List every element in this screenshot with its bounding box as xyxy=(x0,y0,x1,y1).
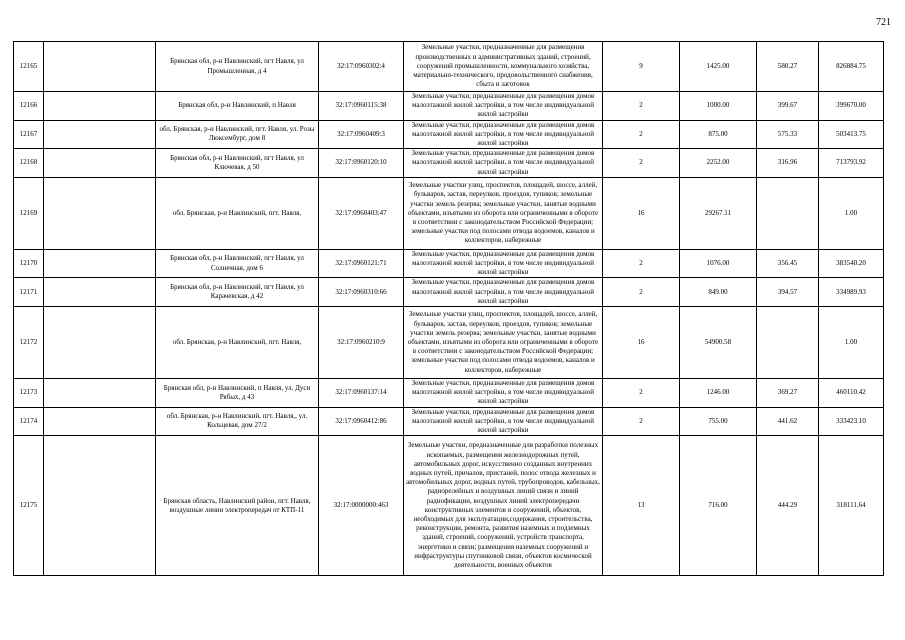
cell-land-use: Земельные участки, предназначенные для размещения производственных и административных зданий, строений, сооружений промышленности, коммунального хозяйства, материально-технического, продовольственного снабжения, сбыта и заготовок xyxy=(404,42,603,92)
cell-rate: 575.33 xyxy=(757,120,819,149)
cell-rate: 356.45 xyxy=(757,249,819,278)
cell-land-use: Земельные участки, предназначенные для размещения домов малоэтажной жилой застройки, в том числе индивидуальной жилой застройки xyxy=(404,149,603,178)
cell-blank xyxy=(44,149,156,178)
cell-cadastral: 32:17:0960137:14 xyxy=(319,379,404,408)
cell-blank xyxy=(44,249,156,278)
cell-blank xyxy=(44,307,156,379)
cell-cadastral: 32:17:0960412:86 xyxy=(319,407,404,436)
cell-cadastral: 32:17:0960302:4 xyxy=(319,42,404,92)
table-row xyxy=(14,407,884,436)
cell-address: Брянская обл, р-н Навлинский, пгт Навля, ул Солнечная, дом 6 xyxy=(156,249,319,278)
cell-blank xyxy=(44,177,156,249)
cell-cadastral: 32:17:0000000:463 xyxy=(319,436,404,576)
cell-address: Брянская обл, р-н Навлинский, п Навля, ул. Дуси Рябых, д 43 xyxy=(156,379,319,408)
cell-blank xyxy=(44,278,156,307)
cell-address: обл. Брянская, р-н Навлинский, пгт. Навля, ул. Розы Люксембург, дом 8 xyxy=(156,120,319,149)
table-row xyxy=(14,379,884,408)
cell-blank xyxy=(44,92,156,121)
cell-id: 12167 xyxy=(14,120,44,149)
cell-address: обл. Брянская, р-н Навлинский, пгт. Навля, xyxy=(156,307,319,379)
cell-rate: 369.27 xyxy=(757,379,819,408)
table-row xyxy=(14,120,884,149)
cell-cadastral: 32:17:0960115:38 xyxy=(319,92,404,121)
cell-land-use: Земельные участки, предназначенные для размещения домов малоэтажной жилой застройки, в том числе индивидуальной жилой застройки xyxy=(404,379,603,408)
cell-group: 2 xyxy=(603,249,680,278)
cell-cadastral: 32:17:0960310:66 xyxy=(319,278,404,307)
cell-group: 16 xyxy=(603,177,680,249)
table-row xyxy=(14,92,884,121)
cell-blank xyxy=(44,436,156,576)
cell-group: 2 xyxy=(603,149,680,178)
cell-group: 9 xyxy=(603,42,680,92)
cell-id: 12173 xyxy=(14,379,44,408)
cell-rate: 394.57 xyxy=(757,278,819,307)
cell-cadastral: 32:17:0960120:10 xyxy=(319,149,404,178)
cell-address: Брянская обл, р-н Навлинский, пгт Навля, ул Ключевая, д 50 xyxy=(156,149,319,178)
table-row xyxy=(14,249,884,278)
cell-area: 1246.00 xyxy=(680,379,757,408)
cell-rate: 399.67 xyxy=(757,92,819,121)
cell-group: 2 xyxy=(603,92,680,121)
cell-cadastral: 32:17:0960403:47 xyxy=(319,177,404,249)
cell-land-use: Земельные участки, предназначенные для размещения домов малоэтажной жилой застройки, в том числе индивидуальной жилой застройки xyxy=(404,407,603,436)
cell-land-use: Земельные участки улиц, проспектов, площадей, шоссе, аллей, бульваров, застав, переулков, проездов, тупиков; земельные участки земель резерва; земельные участки, занятые водными объектами, изъятыми из оборота или ограниченными в обороте в соответствии с законодательством Российской Федерации; земельные участки под полосами отвода водоемов, каналов и коллекторов, набережные xyxy=(404,307,603,379)
cell-address: обл. Брянская, р-н Навлинский, пгт. Навля,, ул. Кольцевая, дом 27/2 xyxy=(156,407,319,436)
cell-land-use: Земельные участки, предназначенные для размещения домов малоэтажной жилой застройки, в том числе индивидуальной жилой застройки xyxy=(404,278,603,307)
cell-area: 29267.11 xyxy=(680,177,757,249)
table-row xyxy=(14,177,884,249)
cell-id: 12174 xyxy=(14,407,44,436)
cell-id: 12169 xyxy=(14,177,44,249)
page-number: 721 xyxy=(876,17,891,28)
cell-value: 1.00 xyxy=(819,177,884,249)
cell-value: 460110.42 xyxy=(819,379,884,408)
cell-area: 849.00 xyxy=(680,278,757,307)
cell-group: 13 xyxy=(603,436,680,576)
cell-value: 1.00 xyxy=(819,307,884,379)
cell-rate: 316.96 xyxy=(757,149,819,178)
cell-id: 12168 xyxy=(14,149,44,178)
cell-address: обл. Брянская, р-н Навлинский, пгт. Навля, xyxy=(156,177,319,249)
cell-value: 399670.00 xyxy=(819,92,884,121)
cell-id: 12165 xyxy=(14,42,44,92)
cell-group: 2 xyxy=(603,379,680,408)
cell-id: 12170 xyxy=(14,249,44,278)
cell-area: 716.00 xyxy=(680,436,757,576)
cell-area: 755.00 xyxy=(680,407,757,436)
cell-rate: 444.29 xyxy=(757,436,819,576)
cell-address: Брянская обл, р-н Навлинский, п Навля xyxy=(156,92,319,121)
cell-rate: 441.62 xyxy=(757,407,819,436)
cell-blank xyxy=(44,120,156,149)
cell-value: 383540.20 xyxy=(819,249,884,278)
table-row xyxy=(14,278,884,307)
cell-group: 16 xyxy=(603,307,680,379)
cell-group: 2 xyxy=(603,407,680,436)
cell-rate xyxy=(757,307,819,379)
cell-value: 503413.75 xyxy=(819,120,884,149)
cell-value: 826884.75 xyxy=(819,42,884,92)
cell-value: 713793.92 xyxy=(819,149,884,178)
table-row xyxy=(14,42,884,92)
cell-area: 875.00 xyxy=(680,120,757,149)
table-row xyxy=(14,436,884,576)
registry-body xyxy=(14,42,884,576)
cell-address: Брянская обл, р-н Навлинский, пгт Навля, ул Промышленная, д 4 xyxy=(156,42,319,92)
cell-cadastral: 32:17:0960409:3 xyxy=(319,120,404,149)
cell-group: 2 xyxy=(603,120,680,149)
cell-value: 333423.10 xyxy=(819,407,884,436)
cell-cadastral: 32:17:0960210:9 xyxy=(319,307,404,379)
cell-blank xyxy=(44,407,156,436)
land-registry-table xyxy=(13,41,884,576)
cell-rate xyxy=(757,177,819,249)
cell-area: 2252.00 xyxy=(680,149,757,178)
cell-land-use: Земельные участки, предназначенные для размещения домов малоэтажной жилой застройки, в том числе индивидуальной жилой застройки xyxy=(404,92,603,121)
cell-land-use: Земельные участки, предназначенные для размещения домов малоэтажной жилой застройки, в том числе индивидуальной жилой застройки xyxy=(404,120,603,149)
cell-blank xyxy=(44,379,156,408)
cell-rate: 580.27 xyxy=(757,42,819,92)
cell-address: Брянская область, Навлинский район, пгт. Навля, воздушные линии электропередач от КТП-11 xyxy=(156,436,319,576)
cell-id: 12172 xyxy=(14,307,44,379)
cell-land-use: Земельные участки, предназначенные для размещения домов малоэтажной жилой застройки, в том числе индивидуальной жилой застройки xyxy=(404,249,603,278)
cell-land-use: Земельные участки, предназначенные для разработки полезных ископаемых, размещения железнодорожных путей, автомобильных дорог, искусственно созданных внутренних водных путей, причалов, пристаней, полос отвода железных и автомобильных дорог, водных путей, трубопроводов, кабельных, радиорелейных и воздушных линий связи и линий радиофикации, воздушных линий электропередачи конструктивных элементов и сооружений, объектов, необходимых для эксплуатации,содержания, строительства, реконструкции, ремонта, развития наземных и подземных зданий, строений, сооружений, устройств транспорта, энергетики и связи; размещения наземных сооружений и инфраструктуры спутниковой связи, объектов космической деятельности, военных объектов xyxy=(404,436,603,576)
cell-area: 54900.58 xyxy=(680,307,757,379)
cell-address: Брянская обл, р-н Навлинский, пгт Навля, ул Карачевская, д 42 xyxy=(156,278,319,307)
cell-id: 12175 xyxy=(14,436,44,576)
cell-area: 1425.00 xyxy=(680,42,757,92)
cell-land-use: Земельные участки улиц, проспектов, площадей, шоссе, аллей, бульваров, застав, переулков, проездов, тупиков; земельные участки земель резерва; земельные участки, занятые водными объектами, изъятыми из оборота или ограниченными в обороте в соответствии с законодательством Российской Федерации; земельные участки под полосами отвода водоемов, каналов и коллекторов, набережные xyxy=(404,177,603,249)
cell-id: 12171 xyxy=(14,278,44,307)
table-row xyxy=(14,307,884,379)
cell-group: 2 xyxy=(603,278,680,307)
cell-cadastral: 32:17:0960121:71 xyxy=(319,249,404,278)
cell-blank xyxy=(44,42,156,92)
cell-value: 334989.93 xyxy=(819,278,884,307)
table-row xyxy=(14,149,884,178)
cell-value: 318111.64 xyxy=(819,436,884,576)
cell-area: 1076.00 xyxy=(680,249,757,278)
cell-id: 12166 xyxy=(14,92,44,121)
cell-area: 1000.00 xyxy=(680,92,757,121)
